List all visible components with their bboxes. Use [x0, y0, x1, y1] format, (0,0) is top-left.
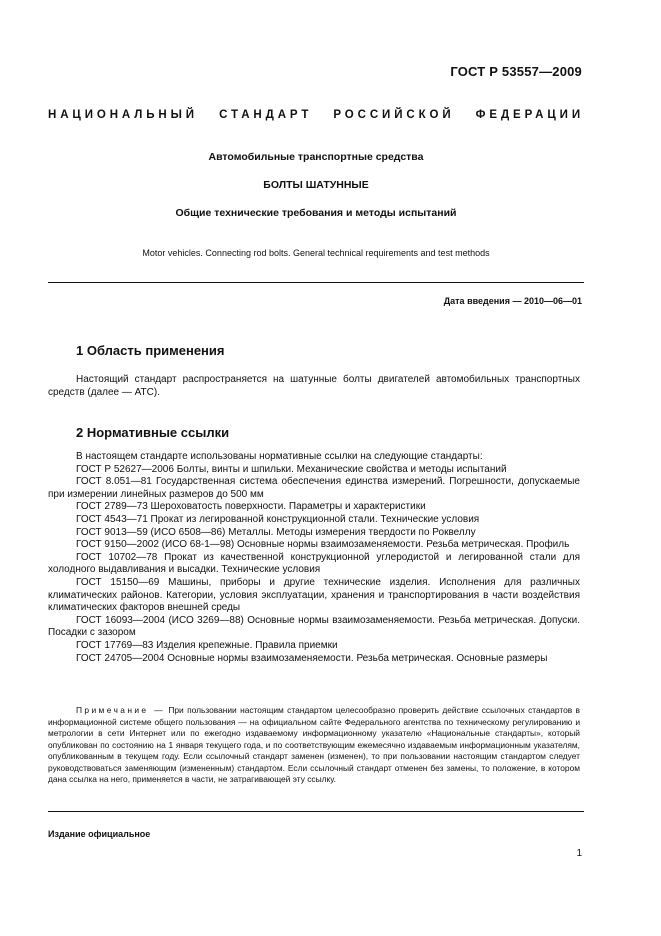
section-1-heading: 1 Область применения — [76, 343, 225, 358]
references-intro: В настоящем стандарте использованы нормативные ссылки на следующие стандарты: — [76, 451, 483, 462]
title-divider — [48, 282, 584, 283]
reference-item: ГОСТ 2789—73 Шероховатость поверхности. Параметры и характеристики — [76, 501, 426, 513]
references-list — [48, 451, 580, 665]
title-english: Motor vehicles. Connecting rod bolts. General technical requirements and test methods — [142, 248, 490, 258]
reference-item: ГОСТ 15150—69 Машины, приборы и другие технические изделия. Исполнения для различных климатических районов. Категории, условия эксплуатации, хранения и транспортирования в части воздействия климатических факторов внешней среды — [48, 576, 580, 614]
references-note — [48, 705, 580, 786]
title-category: Автомобильные транспортные средства — [208, 151, 424, 163]
note-text: При пользовании настоящим стандартом целесообразно проверить действие ссылочных стандартов в информационной системе общего пользования — на официальном сайте Федерального агентства по техническому регулированию и метрологии в сети Интернет или по ежегодно издаваемому информационному указателю «Национальные стандарты», который опубликован по состоянию на 1 января текущего года, и по соответствующим ежемесячно издаваемым информационным указателям, опубликованным в текущем году. Если ссылочный стандарт заменен (изменен), то при пользовании настоящим стандартом следует руководствоваться заменяющим (измененным) стандартом. Если ссылочный стандарт отменен без замены, то положение, в котором дана ссылка на него, применяется в части, не затрагивающей эту ссылку. — [48, 705, 580, 784]
section-1-text: Настоящий стандарт распространяется на шатунные болты двигателей автомобильных транспортных средств (далее — АТС). — [48, 374, 580, 398]
reference-item: ГОСТ 8.051—81 Государственная система обеспечения единства измерений. Погрешности, допускаемые при измерении линейных размеров до 500 мм — [48, 476, 580, 500]
page-number: 1 — [576, 848, 582, 859]
footer-divider — [48, 811, 584, 812]
introduction-date: Дата введения — 2010—06—01 — [443, 296, 582, 306]
title-name: БОЛТЫ ШАТУННЫЕ — [263, 179, 369, 191]
section-2-heading: 2 Нормативные ссылки — [76, 425, 230, 440]
reference-item: ГОСТ 4543—71 Прокат из легированной конструкционной стали. Технические условия — [76, 513, 480, 525]
reference-item: ГОСТ 24705—2004 Основные нормы взаимозаменяемости. Резьба метрическая. Основные размеры — [76, 652, 548, 664]
reference-item: ГОСТ 17769—83 Изделия крепежные. Правила приемки — [76, 639, 338, 651]
note-label: Примечание — — [76, 705, 165, 715]
national-standard-banner — [48, 109, 584, 121]
title-subtitle: Общие технические требования и методы испытаний — [175, 207, 457, 219]
reference-item: ГОСТ 16093—2004 (ИСО 3269—88) Основные нормы взаимозаменяемости. Резьба метрическая. Допуски. Посадки с зазором — [48, 614, 580, 639]
document-number: ГОСТ Р 53557—2009 — [450, 64, 582, 79]
national-standard-text: НАЦИОНАЛЬНЫЙ СТАНДАРТ РОССИЙСКОЙ ФЕДЕРАЦИИ — [48, 109, 584, 121]
reference-item: ГОСТ 9013—59 (ИСО 6508—86) Металлы. Методы измерения твердости по Роквеллу — [76, 526, 476, 538]
reference-item: ГОСТ 9150—2002 (ИСО 68-1—98) Основные нормы взаимозаменяемости. Резьба метрическая. Профиль — [76, 539, 570, 551]
reference-item: ГОСТ 10702—78 Прокат из качественной конструкционной углеродистой и легированной стали для холодного выдавливания и высадки. Технические условия — [48, 551, 580, 576]
edition-label: Издание официальное — [48, 829, 151, 839]
reference-item: ГОСТ Р 52627—2006 Болты, винты и шпильки. Механические свойства и методы испытаний — [76, 463, 507, 475]
